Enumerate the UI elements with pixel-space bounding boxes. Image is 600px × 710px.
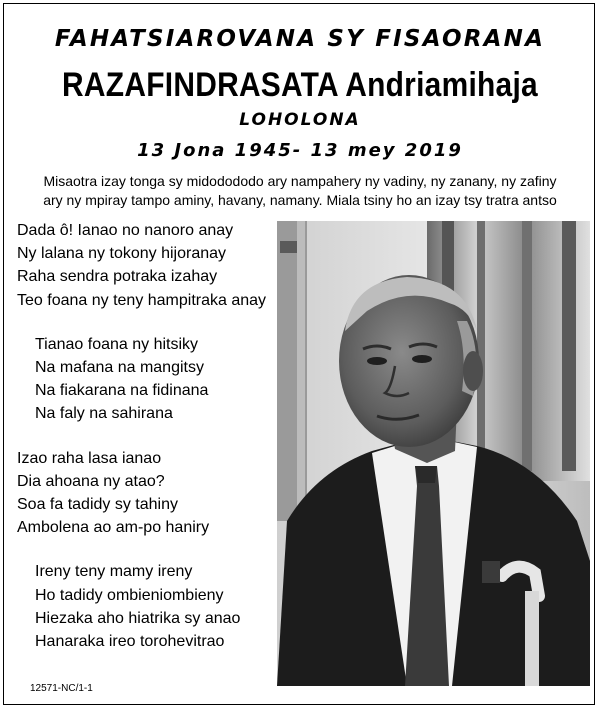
- poem-line: Ho tadidy ombieniombieny: [35, 586, 224, 604]
- thanks-line: Misaotra izay tonga sy midodododo ary nampahery ny vadiny, ny zanany, ny zafiny: [43, 173, 557, 189]
- poem-stanza: [17, 447, 279, 540]
- poem-line: Na mafana na mangitsy: [35, 359, 204, 377]
- poem-line: Na faly na sahirana: [35, 405, 173, 423]
- life-dates: 13 Jona 1945- 13 mey 2019: [137, 140, 463, 161]
- poem-stanza: [17, 333, 279, 426]
- poem-line: Teo foana ny teny hampitraka anay: [17, 291, 267, 309]
- deceased-name: RAZAFINDRASATA Andriamihaja: [62, 66, 538, 104]
- poem-line: Raha sendra potraka izahay: [17, 268, 218, 286]
- poem-line: Ireny teny mamy ireny: [35, 563, 193, 581]
- poem-line: Tianao foana ny hitsiky: [35, 335, 199, 353]
- poem-line: Na fiakarana na fidinana: [35, 382, 209, 400]
- thanks-line: ary ny mpiray tampo aminy, havany, namany. Miala tsiny ho an izay tsy tratra antso: [43, 192, 557, 208]
- thanks-message: [40, 172, 560, 210]
- poem-stanza: [17, 560, 279, 653]
- reference-code: 12571-NC/1-1: [30, 683, 93, 694]
- notice-heading: FAHATSIAROVANA SY FISAORANA: [54, 26, 546, 52]
- poem-line: Izao raha lasa ianao: [17, 449, 162, 467]
- deceased-status: LOHOLONA: [239, 110, 361, 130]
- poem-stanza: [17, 219, 279, 312]
- poem-line: Hiezaka aho hiatrika sy anao: [35, 609, 241, 627]
- poem-line: Soa fa tadidy sy tahiny: [17, 496, 178, 514]
- poem: [17, 219, 279, 674]
- poem-line: Dia ahoana ny atao?: [17, 472, 165, 490]
- poem-line: Ambolena ao am-po haniry: [17, 519, 210, 537]
- portrait-photo: [277, 221, 590, 686]
- poem-line: Ny lalana ny tokony hijoranay: [17, 245, 227, 263]
- poem-line: Dada ô! Ianao no nanoro anay: [17, 222, 234, 239]
- poem-line: Hanaraka ireo torohevitrao: [35, 633, 225, 651]
